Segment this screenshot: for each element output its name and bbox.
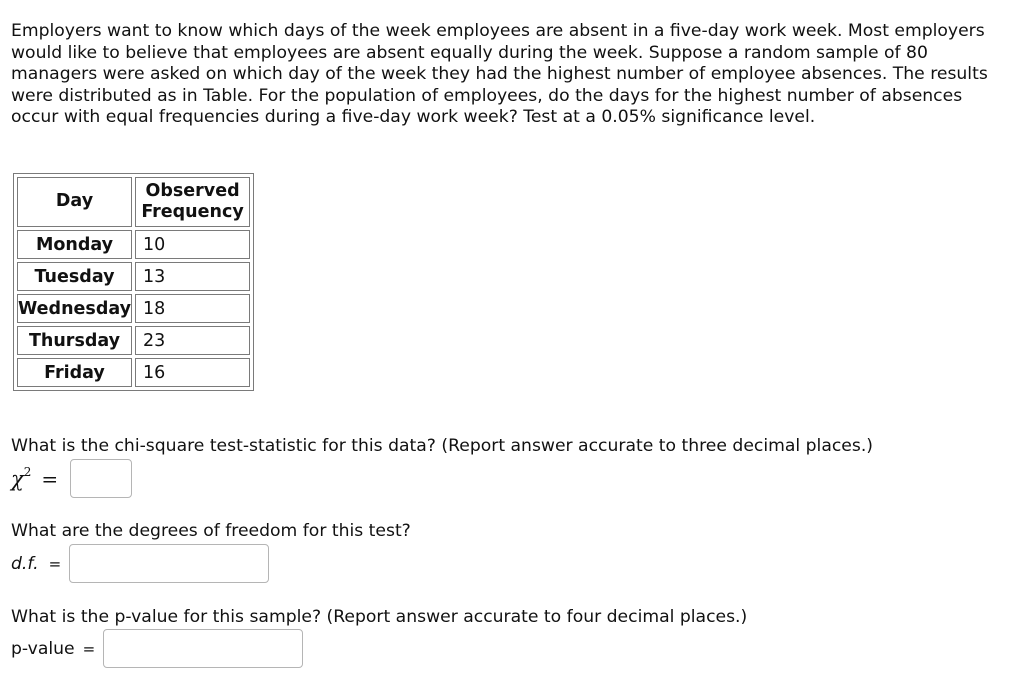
problem-statement: Employers want to know which days of the week employees are absent in a five-day work week. Most employers would like to believe that employees are absent equally during the week. Suppose a random sample of 80 managers were asked on which day of the week they had the highest number of employee absences. The results were distributed as in Table. For the population of employees, do the days for the highest number of absences occur with equal frequencies during a five-day work week? Test at a 0.05% significance level. [11,21,988,128]
header-observed-frequency: Observed Frequency [135,177,250,227]
question-p-value: What is the p-value for this sample? (Report answer accurate to four decimal places.) [11,607,748,627]
table-row [17,326,250,355]
day-cell: Friday [17,358,132,387]
p-value-input[interactable] [103,629,303,668]
chi-symbol: χ [11,466,24,491]
equals-sign: = [82,639,96,658]
question-degrees-of-freedom: What are the degrees of freedom for this test? [11,521,411,541]
equals-sign: = [41,466,59,491]
frequency-table [13,173,254,391]
chi-square-answer-row [11,459,132,498]
df-answer-row [11,544,269,583]
chi-square-input[interactable] [70,459,132,498]
frequency-cell: 10 [135,230,250,259]
day-cell: Monday [17,230,132,259]
table-row [17,358,250,387]
chi-superscript: 2 [23,464,32,479]
table-row [17,294,250,323]
table-row [17,262,250,291]
question-chi-square: What is the chi-square test-statistic for this data? (Report answer accurate to three decimal places.) [11,436,874,456]
day-cell: Tuesday [17,262,132,291]
degrees-of-freedom-input[interactable] [69,544,269,583]
frequency-cell: 16 [135,358,250,387]
equals-sign: = [48,554,62,573]
frequency-cell: 18 [135,294,250,323]
p-value-label: p-value [11,638,75,659]
df-label: d.f. [11,553,39,574]
table-row [17,230,250,259]
frequency-cell: 23 [135,326,250,355]
header-day: Day [17,177,132,227]
day-cell: Thursday [17,326,132,355]
p-value-answer-row [11,629,303,668]
frequency-cell: 13 [135,262,250,291]
chi-square-symbol [11,464,32,491]
table-header-row [17,177,250,227]
day-cell: Wednesday [17,294,132,323]
